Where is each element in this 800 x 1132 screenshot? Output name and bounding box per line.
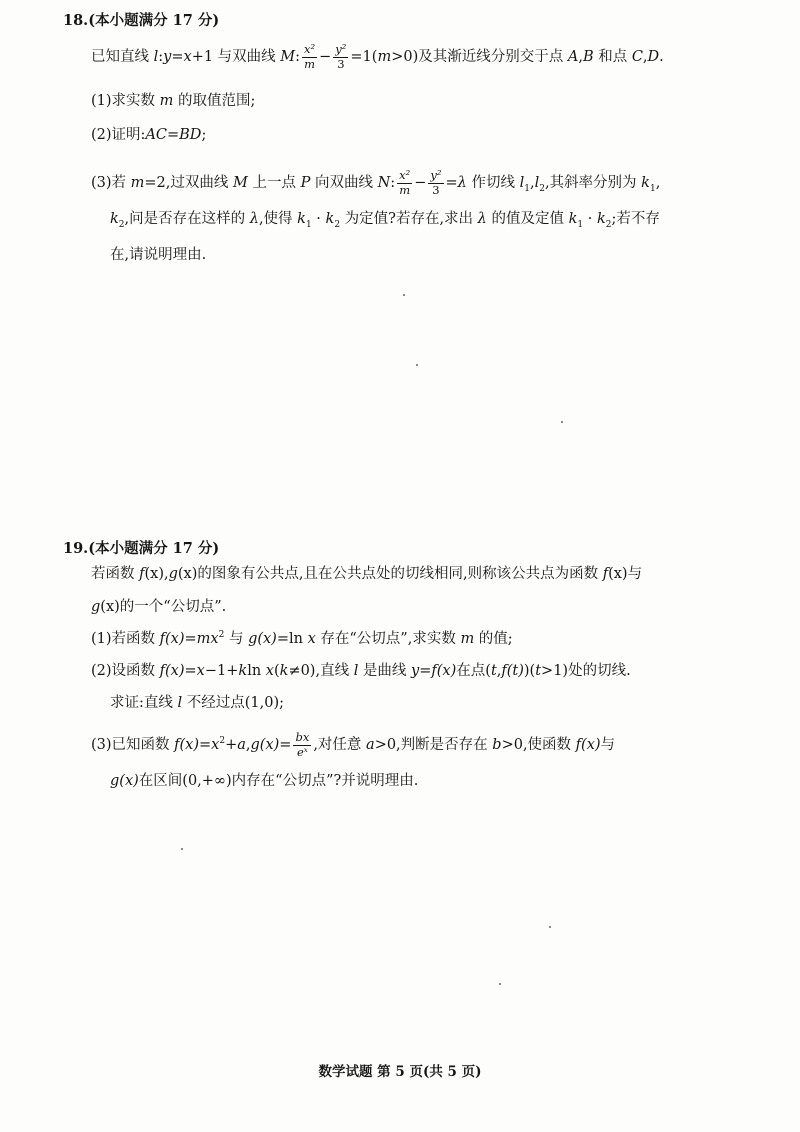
scan-speck xyxy=(561,421,563,423)
q19-part1: (1)若函数 $f(x)=mx^2$ 与 g(x)=ln x 存在“公切点”,求实数 m 的值; xyxy=(91,630,513,647)
scan-speck xyxy=(499,983,501,985)
q19-header: 19.(本小题满分 17 分) xyxy=(63,540,220,557)
scan-speck xyxy=(403,294,405,296)
q18-part3-line3: 在,请说明理由. xyxy=(110,247,207,263)
fraction-x2-over-m: $\frac{\text{x²}}{m}$ xyxy=(399,168,411,197)
scan-speck xyxy=(549,926,551,928)
q19-part2-line2: 求证:直线 l 不经过点(1,0); xyxy=(110,695,285,711)
q19-stem-line1: 若函数 f(x),g(x)的图象有公共点,且在公共点处的切线相同,则称该公共点为函数 f(x)与 xyxy=(91,566,643,582)
q18-header: 18.(本小题满分 17 分) xyxy=(63,12,220,29)
fraction-x2-over-m: $\frac{\text{x²}}{m}$ xyxy=(304,42,316,71)
q19-part2-line1: (2)设函数 f(x)=x−1+kln x(k≠0),直线 l 是曲线 y=f(x)在点(t,f(t))(t>1)处的切线. xyxy=(91,663,631,679)
q19-part3-line1: (3)已知函数 $f(x)=x^2+a,g(x)=$ $\frac{bx}{\text{eˣ}}$ ,对任意 a>0,判断是否存在 b>0,使函数 f(x)与 xyxy=(91,730,616,759)
fraction-y2-over-3: $\frac{\text{y²}}{3}$ xyxy=(430,168,442,197)
q18-part1: (1)求实数 m 的取值范围; xyxy=(91,93,256,109)
q18-part3-line2: $k_2$,问是否存在这样的 λ,使得 $k_1 \cdot k_2$ 为定值?若存在,求出 λ 的值及定值 $k_1 \cdot k_2$;若不存 xyxy=(110,211,660,230)
q18-part3-line1: (3)若 m=2,过双曲线 M 上一点 P 向双曲线 N: $\frac{\text{x²}}{m}$ − $\frac{\text{y²}}{3}$ =λ 作切线 $l_1,l_2$,其斜率分别为 $k_1$, xyxy=(91,168,661,197)
scan-speck xyxy=(181,848,183,850)
q18-stem: 已知直线 l:y=x+1 与双曲线 M: $\frac{\text{x²}}{m}$ − $\frac{\text{y²}}{3}$ =1(m>0)及其渐近线分别交于点 A,B 和点 C,D. xyxy=(91,42,664,71)
q18-part2: (2)证明:AC=BD; xyxy=(91,127,207,143)
page-footer: 数学试题 第 5 页(共 5 页) xyxy=(318,1064,482,1080)
fraction-y2-over-3: $\frac{\text{y²}}{3}$ xyxy=(335,42,347,71)
q19-stem-line2: g(x)的一个“公切点”. xyxy=(91,599,227,615)
fraction-bx-over-ex: $\frac{bx}{\text{eˣ}}$ xyxy=(295,730,310,759)
scan-speck xyxy=(416,364,418,366)
q19-part3-line2: g(x)在区间(0,+∞)内存在“公切点”?并说明理由. xyxy=(110,773,419,789)
